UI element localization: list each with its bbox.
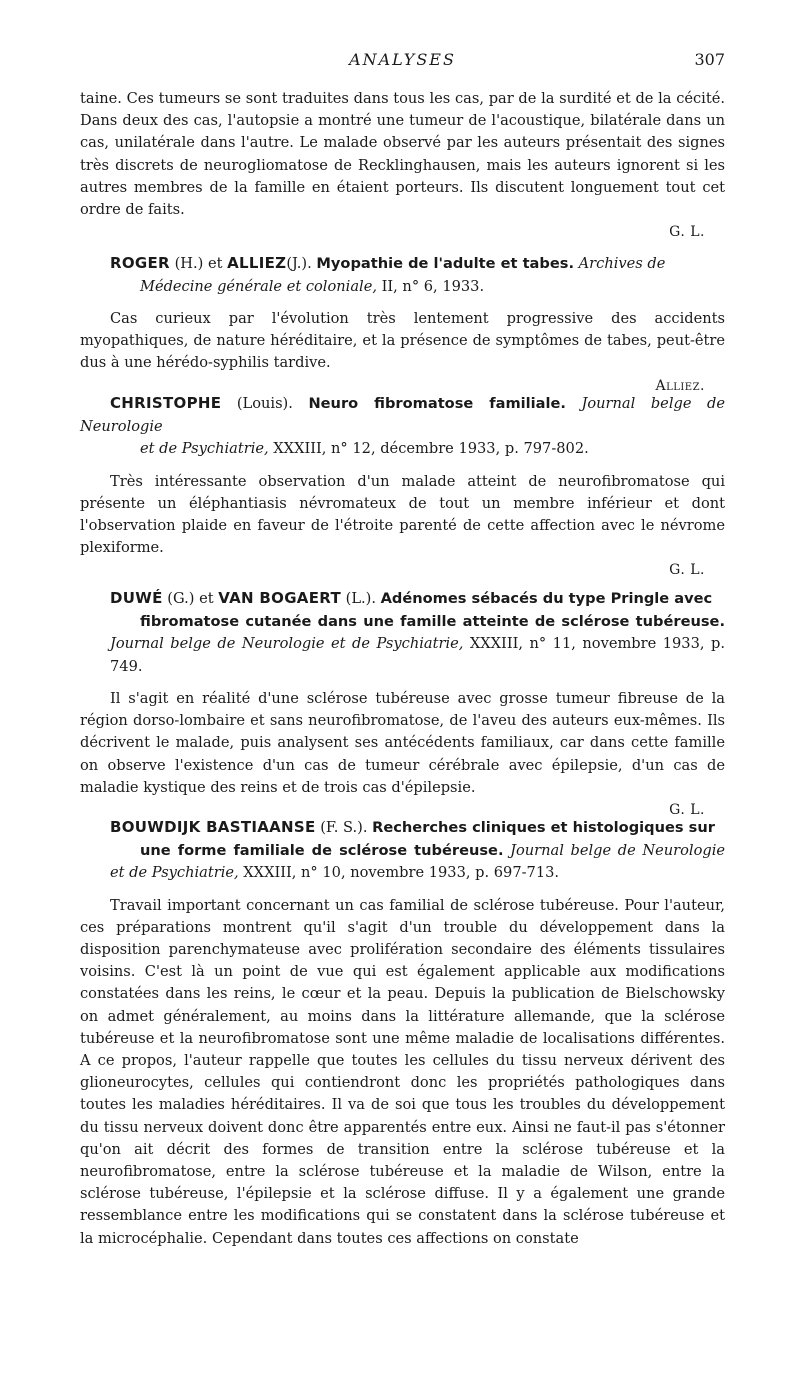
author-name: VAN BOGAERT: [218, 589, 341, 607]
signature: G. L.: [669, 224, 705, 241]
journal-name: Archives de: [578, 255, 666, 272]
journal-name: Journal belge de Neurologie et de: [110, 841, 726, 881]
author-initial: (H.): [174, 255, 204, 272]
continuation-section: [80, 88, 725, 243]
citation: [80, 392, 725, 461]
journal-name: Journal belge de Neurologie: [80, 395, 725, 435]
continuation-body: taine. Ces tumeurs se sont traduites dans tous les cas, par de la surdité et de la cécité. Dans deux des cas, l'autopsie a montré une tumeur de l'acoustique, bilatérale dans un cas, unilatérale dans l'autre. Le malade observé par les auteurs présentait des signes très discrets de neurogliomatose de Recklinghausen, mais les auteurs ignorent si les autres membres de la famille en étaient porteurs. Ils discutent longuement tout cet ordre de faits.: [80, 90, 725, 219]
author-name: BOUWDIJK BASTIAANSE: [110, 818, 316, 836]
journal-name-cont: Médecine générale et coloniale,: [140, 277, 377, 295]
abstract-roger-alliez: [80, 252, 725, 397]
article-title: Adénomes sébacés du type Pringle avec: [380, 590, 713, 607]
conjunction: et: [207, 255, 223, 272]
journal-name-cont: et de Psychiatrie,: [140, 440, 269, 457]
abstract-duwe-vanbogaert: [80, 587, 725, 821]
author-name: DUWÉ: [110, 589, 163, 607]
page-number: 307: [694, 50, 725, 69]
author-initial: (L.).: [345, 590, 376, 607]
abstract-body: Cas curieux par l'évolution très lentement progressive des accidents myopathiques, de nature héréditaire, et la présence de symptômes de tabes, peut-être dus à une hérédo-syphilis tardive.: [80, 310, 725, 372]
abstract-christophe: [80, 392, 725, 582]
article-title-cont: une forme familiale de sclérose tubéreuse.: [140, 841, 504, 859]
reference: II, n° 6, 1933.: [381, 277, 485, 295]
author-initial: (Louis).: [236, 395, 293, 412]
article-title: Recherches cliniques et histologiques sur: [372, 819, 715, 836]
journal-name-cont: Psychiatrie,: [151, 864, 239, 881]
abstract-body: Travail important concernant un cas familial de sclérose tubéreuse. Pour l'auteur, ces préparations montrent qu'il s'agit d'un trouble du développement dans la disposition parenchymateuse avec prolifération secondaire des éléments tissulaires voisins. C'est là un point de vue qui est également applicable aux modifications constatées dans les reins, le cœur et la peau. Depuis la publication de Bielschowsky on admet généralement, au moins dans la littérature allemande, que la sclérose tubéreuse et la neurofibromatose sont une même maladie de localisations différentes. A ce propos, l'auteur rappelle que toutes les cellules du tissu nerveux dérivent des glioneurocytes, cellules qui contiendront donc les propriétés pathologiques dans toutes les maladies héréditaires. Il va de soi que tous les troubles du développement du tissu nerveux doivent donc être apparentés entre eux. Ainsi ne faut-il pas s'étonner qu'on ait décrit des formes de transition entre la sclérose tubéreuse et la neurofibromatose, entre la sclérose tubéreuse et la maladie de Wilson, entre la sclérose tubéreuse, l'épilepsie et la sclérose diffuse. Il y a également une grande ressemblance entre les modifications qui se constatent dans la sclérose tubéreuse et la microcéphalie. Cependant dans toutes ces affections on constate: [80, 896, 725, 1247]
citation: [80, 252, 725, 298]
signature: G. L.: [669, 802, 705, 819]
author-initial: (F. S.).: [320, 819, 368, 836]
page-header: [80, 50, 725, 74]
reference: XXXIII, n° 10, novembre 1933, p. 697-713.: [243, 864, 560, 881]
article-title: Neuro fibromatose familiale.: [308, 395, 566, 412]
author-initial: (J.).: [286, 255, 312, 272]
citation: [80, 587, 725, 678]
conjunction: et: [199, 590, 214, 607]
abstract-body: Il s'agit en réalité d'une sclérose tubéreuse avec grosse tumeur fibreuse de la région dorso-lombaire et sans neurofibromatose, de l'aveu des auteurs eux-mêmes. Ils décrivent le malade, puis analysent ses antécédents familiaux, car dans cette famille on observe l'existence d'un cas de tumeur cérébrale avec épilepsie, d'un cas de maladie kystique des reins et de trois cas d'épilepsie.: [80, 690, 725, 796]
author-initial: (G.): [167, 590, 195, 607]
abstract-body: Très intéressante observation d'un malade atteint de neurofibromatose qui présente un éléphantiasis névromateux de tout un membre inférieur et dont l'observation plaide en faveur de l'étroite parenté de cette affection avec le névrome plexiforme.: [80, 472, 725, 557]
reference: XXXIII, n° 11, novembre 1933, p. 749.: [110, 635, 725, 675]
abstract-bouwdijk: [80, 816, 725, 1250]
author-name: CHRISTOPHE: [110, 394, 222, 412]
article-title: Myopathie de l'adulte et tabes.: [316, 255, 574, 272]
signature: Alliez.: [655, 377, 705, 394]
running-title: ANALYSES: [349, 50, 456, 69]
citation: [80, 816, 725, 885]
journal-name: Journal belge de Neurologie et de Psychiatrie,: [110, 635, 464, 652]
article-title-cont: fibromatose cutanée dans une famille atteinte de sclérose tubéreuse.: [140, 612, 725, 630]
author-name: ROGER: [110, 254, 170, 272]
author-name: ALLIEZ: [227, 254, 287, 272]
signature: G. L.: [669, 562, 705, 579]
reference: XXXIII, n° 12, décembre 1933, p. 797-802.: [273, 440, 589, 457]
